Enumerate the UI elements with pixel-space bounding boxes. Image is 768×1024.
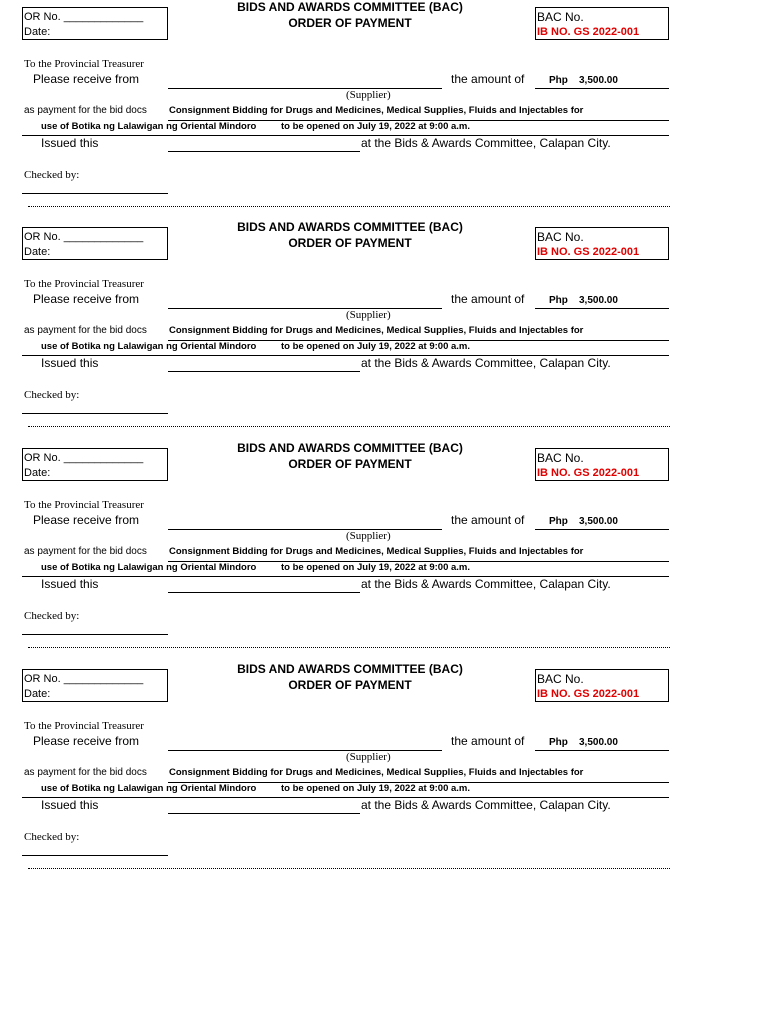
addressee: To the Provincial Treasurer — [24, 58, 144, 70]
issued-place: at the Bids & Awards Committee, Calapan City. — [361, 356, 611, 370]
order-of-payment-slip-2 — [0, 219, 768, 439]
amount-value: 3,500.00 — [579, 737, 618, 748]
cut-line — [28, 426, 670, 427]
bac-no-box — [535, 669, 669, 702]
issued-place: at the Bids & Awards Committee, Calapan City. — [361, 798, 611, 812]
project-line-1: Consignment Bidding for Drugs and Medicines, Medical Supplies, Fluids and Injectables for — [169, 767, 584, 778]
bac-reference: IB NO. GS 2022-001 — [537, 246, 640, 258]
date-label: Date: — [24, 26, 51, 38]
amount-value: 3,500.00 — [579, 516, 618, 527]
or-date-box — [22, 7, 168, 40]
payment-for-label: as payment for the bid docs — [24, 546, 147, 557]
project-line-1: Consignment Bidding for Drugs and Medicines, Medical Supplies, Fluids and Injectables for — [169, 546, 584, 557]
or-date-box — [22, 448, 168, 481]
payment-for-label: as payment for the bid docs — [24, 767, 147, 778]
cut-line — [28, 868, 670, 869]
issued-label: Issued this — [41, 136, 99, 150]
supplier-line — [168, 750, 442, 751]
payment-for-label: as payment for the bid docs — [24, 105, 147, 116]
project-line-2b: to be opened on July 19, 2022 at 9:00 a.m. — [281, 562, 471, 573]
amount-label: the amount of — [451, 292, 525, 306]
amount-label: the amount of — [451, 734, 525, 748]
supplier-caption: (Supplier) — [346, 89, 391, 101]
or-date-box — [22, 669, 168, 702]
committee-title: BIDS AND AWARDS COMMITTEE (BAC) — [237, 220, 463, 234]
bac-reference: IB NO. GS 2022-001 — [537, 467, 640, 479]
order-of-payment-slip-4 — [0, 661, 768, 881]
supplier-caption: (Supplier) — [346, 530, 391, 542]
bac-reference: IB NO. GS 2022-001 — [537, 26, 640, 38]
issued-place: at the Bids & Awards Committee, Calapan City. — [361, 577, 611, 591]
supplier-caption: (Supplier) — [346, 309, 391, 321]
bac-no-label: BAC No. — [537, 672, 584, 686]
cut-line — [28, 206, 670, 207]
project-line-2a: use of Botika ng Lalawigan ng Oriental Mindoro — [41, 562, 257, 573]
bac-no-box — [535, 227, 669, 260]
project-line-2b: to be opened on July 19, 2022 at 9:00 a.m. — [281, 121, 471, 132]
supplier-line — [168, 88, 442, 89]
project-line-2a: use of Botika ng Lalawigan ng Oriental Mindoro — [41, 121, 257, 132]
currency: Php — [549, 516, 568, 527]
form-title: ORDER OF PAYMENT — [288, 236, 412, 250]
issued-label: Issued this — [41, 798, 99, 812]
order-of-payment-slip-3 — [0, 440, 768, 660]
amount-label: the amount of — [451, 72, 525, 86]
addressee: To the Provincial Treasurer — [24, 278, 144, 290]
committee-title: BIDS AND AWARDS COMMITTEE (BAC) — [237, 662, 463, 676]
amount-value: 3,500.00 — [579, 295, 618, 306]
date-label: Date: — [24, 467, 51, 479]
amount-line — [535, 529, 669, 530]
amount-value: 3,500.00 — [579, 75, 618, 86]
checked-by-label: Checked by: — [24, 610, 80, 622]
form-title: ORDER OF PAYMENT — [288, 16, 412, 30]
checked-by-label: Checked by: — [24, 831, 80, 843]
project-line-1: Consignment Bidding for Drugs and Medicines, Medical Supplies, Fluids and Injectables for — [169, 105, 584, 116]
checked-by-signature-line — [22, 634, 168, 635]
checked-by-label: Checked by: — [24, 169, 80, 181]
checked-by-signature-line — [22, 413, 168, 414]
date-label: Date: — [24, 688, 51, 700]
bac-no-box — [535, 448, 669, 481]
issued-date-line — [168, 371, 360, 372]
project-line-2a: use of Botika ng Lalawigan ng Oriental Mindoro — [41, 341, 257, 352]
bac-no-label: BAC No. — [537, 230, 584, 244]
form-title: ORDER OF PAYMENT — [288, 678, 412, 692]
payment-for-label: as payment for the bid docs — [24, 325, 147, 336]
issued-date-line — [168, 813, 360, 814]
amount-line — [535, 308, 669, 309]
currency: Php — [549, 295, 568, 306]
order-of-payment-slip-1 — [0, 0, 768, 219]
committee-title: BIDS AND AWARDS COMMITTEE (BAC) — [237, 441, 463, 455]
checked-by-label: Checked by: — [24, 389, 80, 401]
committee-title: BIDS AND AWARDS COMMITTEE (BAC) — [237, 0, 463, 14]
project-line-2b: to be opened on July 19, 2022 at 9:00 a.m. — [281, 783, 471, 794]
or-no-label: OR No. _____________ — [24, 11, 144, 23]
currency: Php — [549, 737, 568, 748]
issued-label: Issued this — [41, 356, 99, 370]
bac-no-label: BAC No. — [537, 451, 584, 465]
amount-line — [535, 88, 669, 89]
project-line-1: Consignment Bidding for Drugs and Medicines, Medical Supplies, Fluids and Injectables for — [169, 325, 584, 336]
issued-date-line — [168, 151, 360, 152]
form-title: ORDER OF PAYMENT — [288, 457, 412, 471]
bac-no-box — [535, 7, 669, 40]
addressee: To the Provincial Treasurer — [24, 720, 144, 732]
or-no-label: OR No. _____________ — [24, 673, 144, 685]
project-line-2a: use of Botika ng Lalawigan ng Oriental Mindoro — [41, 783, 257, 794]
currency: Php — [549, 75, 568, 86]
supplier-caption: (Supplier) — [346, 751, 391, 763]
cut-line — [28, 647, 670, 648]
checked-by-signature-line — [22, 855, 168, 856]
receive-from-label: Please receive from — [33, 513, 140, 527]
project-line-2b: to be opened on July 19, 2022 at 9:00 a.m. — [281, 341, 471, 352]
bac-no-label: BAC No. — [537, 10, 584, 24]
amount-line — [535, 750, 669, 751]
date-label: Date: — [24, 246, 51, 258]
or-date-box — [22, 227, 168, 260]
or-no-label: OR No. _____________ — [24, 452, 144, 464]
issued-date-line — [168, 592, 360, 593]
amount-label: the amount of — [451, 513, 525, 527]
checked-by-signature-line — [22, 193, 168, 194]
receive-from-label: Please receive from — [33, 292, 140, 306]
supplier-line — [168, 529, 442, 530]
receive-from-label: Please receive from — [33, 734, 140, 748]
addressee: To the Provincial Treasurer — [24, 499, 144, 511]
issued-place: at the Bids & Awards Committee, Calapan City. — [361, 136, 611, 150]
issued-label: Issued this — [41, 577, 99, 591]
supplier-line — [168, 308, 442, 309]
or-no-label: OR No. _____________ — [24, 231, 144, 243]
receive-from-label: Please receive from — [33, 72, 140, 86]
bac-reference: IB NO. GS 2022-001 — [537, 688, 640, 700]
